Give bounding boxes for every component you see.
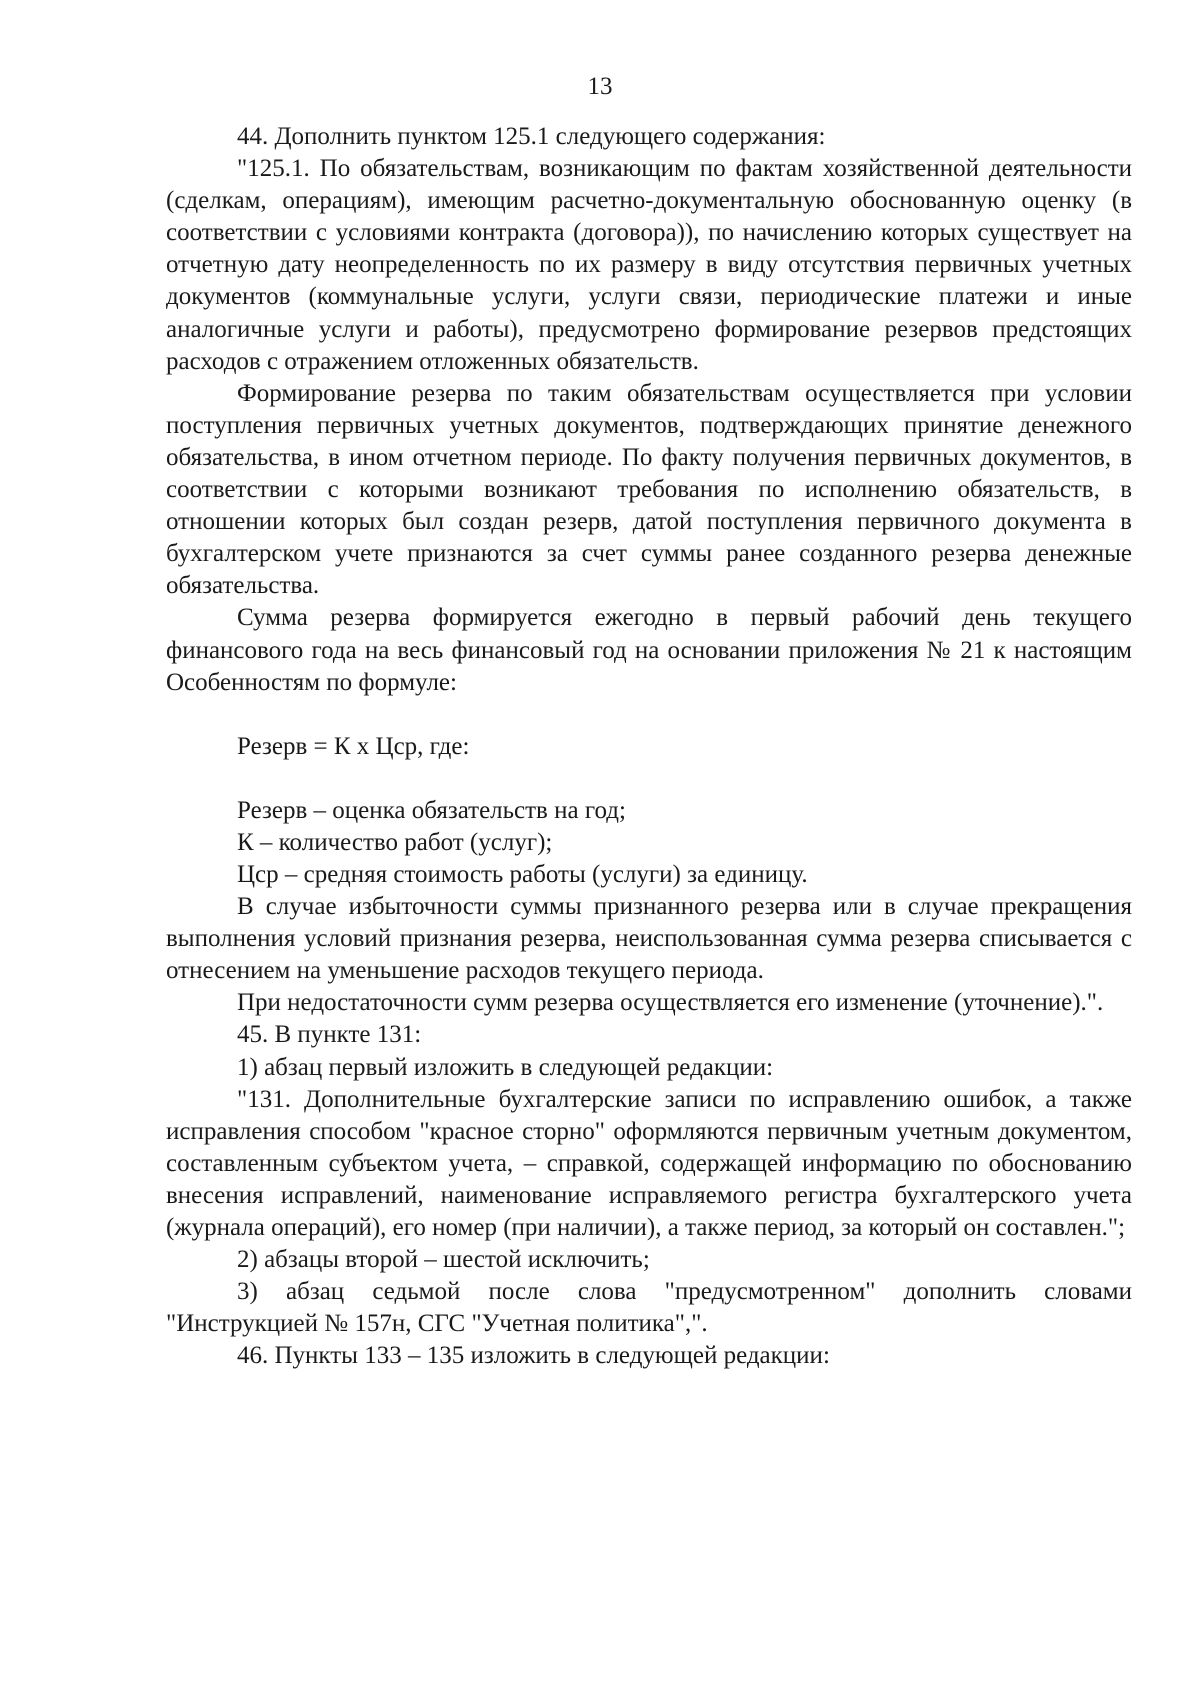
formula: Резерв = К x Цср, где:	[237, 732, 470, 760]
document-body	[166, 121, 1132, 1372]
page-number: 13	[587, 73, 613, 100]
paragraph-131: "131. Дополнительные бухгалтерские записи по исправлению ошибок, а также исправления способом "красное сторно" оформляются первичным учетным документом, составленным субъектом учета, – справкой, содержащей информацию по обоснованию внесения исправлений, наименование исправляемого регистра бухгалтерского учета (журнала операций), его номер (при наличии), а также период, за который он составлен.";	[166, 1085, 1132, 1241]
item-46-heading: 46. Пункты 133 – 135 изложить в следующей редакции:	[237, 1342, 830, 1370]
formula-def-reserve: Резерв – оценка обязательств на год;	[237, 796, 626, 824]
item-45-sub-3: 3) абзац седьмой после слова "предусмотренном" дополнить словами "Инструкцией № 157н, СГС "Учетная политика",".	[166, 1278, 1132, 1338]
item-45-sub-2: 2) абзацы второй – шестой исключить;	[237, 1246, 650, 1274]
item-45-sub-1: 1) абзац первый изложить в следующей редакции:	[237, 1053, 774, 1081]
paragraph-excess-reserve: В случае избыточности суммы признанного резерва или в случае прекращения выполнения условий признания резерва, неиспользованная сумма резерва списывается с отнесением на уменьшение расходов текущего периода.	[166, 893, 1132, 985]
formula-def-k: К – количество работ (услуг);	[237, 828, 553, 856]
paragraph-125-1: "125.1. По обязательствам, возникающим по фактам хозяйственной деятельности (сделкам, операциям), имеющим расчетно-документальную обоснованную оценку (в соответствии с условиями контракта (договора)), по начислению которых существует на отчетную дату неопределенность по их размеру в виду отсутствия первичных учетных документов (коммунальные услуги, услуги связи, периодические платежи и иные аналогичные услуги и работы), предусмотрено формирование резервов предстоящих расходов с отражением отложенных обязательств.	[166, 155, 1132, 375]
item-44-heading: 44. Дополнить пунктом 125.1 следующего содержания:	[237, 123, 826, 150]
formula-def-tsr: Цср – средняя стоимость работы (услуги) за единицу.	[237, 860, 808, 888]
paragraph-reserve-formation: Формирование резерва по таким обязательствам осуществляется при условии поступления первичных учетных документов, подтверждающих принятие денежного обязательства, в ином отчетном периоде. По факту получения первичных документов, в соответствии с которыми возникают требования по исполнению обязательств, в отношении которых был создан резерв, датой поступления первичного документа в бухгалтерском учете признаются за счет суммы ранее созданного резерва денежные обязательства.	[166, 379, 1132, 600]
item-45-heading: 45. В пункте 131:	[237, 1021, 422, 1049]
paragraph-reserve-sum: Сумма резерва формируется ежегодно в первый рабочий день текущего финансового года на весь финансовый год на основании приложения № 21 к настоящим Особенностям по формуле:	[166, 604, 1132, 696]
paragraph-insufficient-reserve: При недостаточности сумм резерва осуществляется его изменение (уточнение).".	[237, 989, 1104, 1017]
